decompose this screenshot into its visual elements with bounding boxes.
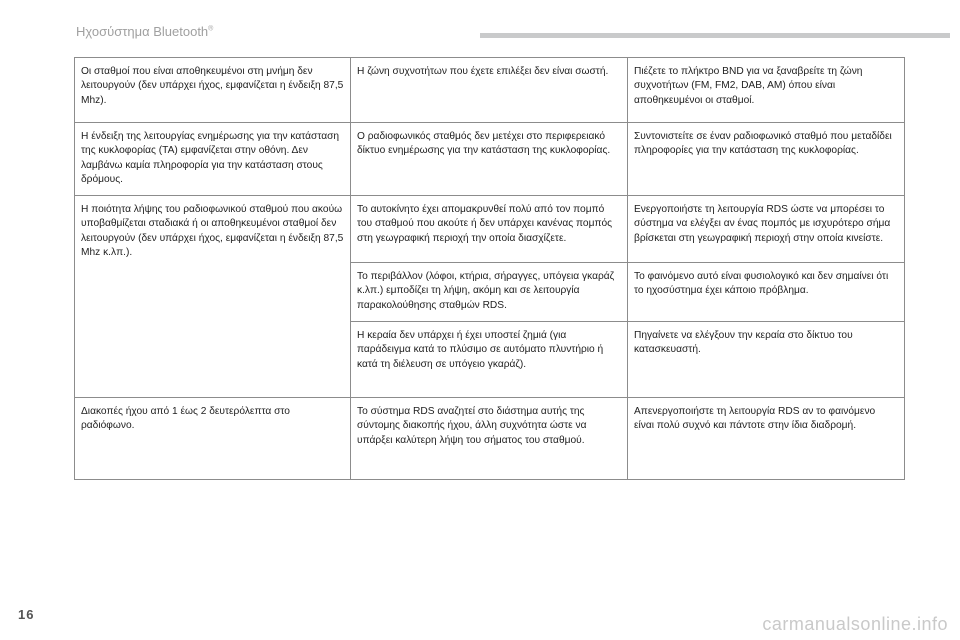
table-row: [75, 58, 905, 123]
registered-mark: ®: [208, 25, 214, 33]
header-divider: [480, 33, 950, 38]
solution-cell: Απενεργοποιήστε τη λειτουργία RDS αν το φαινόμενο είναι πολύ συχνό και πάντοτε στην ίδια διαδρομή.: [628, 398, 905, 480]
solution-cell: Συντονιστείτε σε έναν ραδιοφωνικό σταθμό που μεταδίδει πληροφορίες για την κατάσταση της κυκλοφορίας.: [628, 123, 905, 196]
page-header-title: [76, 24, 213, 39]
header-title-text: Ηχοσύστημα Bluetooth: [76, 24, 209, 39]
cause-cell: Η κεραία δεν υπάρχει ή έχει υποστεί ζημιά (για παράδειγμα κατά το πλύσιμο σε αυτόματο πλυντήριο ή κατά τη διέλευση σε υπόγειο γκαράζ).: [351, 322, 628, 398]
cause-cell: Ο ραδιοφωνικός σταθμός δεν μετέχει στο περιφερειακό δίκτυο ενημέρωσης για την κατάσταση της κυκλοφορίας.: [351, 123, 628, 196]
solution-cell: Πιέζετε το πλήκτρο BND για να ξαναβρείτε τη ζώνη συχνοτήτων (FM, FM2, DAB, AM) όπου είναι αποθηκευμένοι οι σταθμοί.: [628, 58, 905, 123]
symptom-cell: Η ένδειξη της λειτουργίας ενημέρωσης για την κατάσταση της κυκλοφορίας (TA) εμφανίζεται στην οθόνη. Δεν λαμβάνω καμία πληροφορία για την κατάσταση στους δρόμους.: [75, 123, 351, 196]
cause-cell: Το περιβάλλον (λόφοι, κτήρια, σήραγγες, υπόγεια γκαράζ κ.λπ.) εμποδίζει τη λήψη, ακόμη και σε λειτουργία παρακολούθησης σταθμών RDS.: [351, 263, 628, 322]
solution-cell: Πηγαίνετε να ελέγξουν την κεραία στο δίκτυο του κατασκευαστή.: [628, 322, 905, 398]
page-number: 16: [18, 607, 35, 622]
table-row: [75, 123, 905, 196]
cause-cell: Η ζώνη συχνοτήτων που έχετε επιλέξει δεν είναι σωστή.: [351, 58, 628, 123]
symptom-cell: Οι σταθμοί που είναι αποθηκευμένοι στη μνήμη δεν λειτουργούν (δεν υπάρχει ήχος, εμφανίζεται η ένδειξη 87,5 Mhz).: [75, 58, 351, 123]
watermark: carmanualsonline.info: [762, 614, 948, 634]
symptom-cell: Η ποιότητα λήψης του ραδιοφωνικού σταθμού που ακούω υποβαθμίζεται σταδιακά ή οι αποθηκευμένοι σταθμοί δεν λειτουργούν (δεν υπάρχει ήχος, εμφανίζεται η ένδειξη 87,5 Mhz κ.λπ.).: [75, 196, 351, 398]
solution-cell: Ενεργοποιήστε τη λειτουργία RDS ώστε να μπορέσει το σύστημα να ελέγξει αν ένας πομπός με ισχυρότερο σήμα βρίσκεται στη γεωγραφική περιοχή στην οποία κινείστε.: [628, 196, 905, 263]
cause-cell: Το σύστημα RDS αναζητεί στο διάστημα αυτής της σύντομης διακοπής ήχου, άλλη συχνότητα ώστε να υπάρξει καλύτερη λήψη του σήματος του σταθμού.: [351, 398, 628, 480]
cause-cell: Το αυτοκίνητο έχει απομακρυνθεί πολύ από τον πομπό του σταθμού που ακούτε ή δεν υπάρχει κανένας πομπός στη γεωγραφική περιοχή την οποία διασχίζετε.: [351, 196, 628, 263]
solution-cell: Το φαινόμενο αυτό είναι φυσιολογικό και δεν σημαίνει ότι το ηχοσύστημα έχει κάποιο πρόβλημα.: [628, 263, 905, 322]
symptom-cell: Διακοπές ήχου από 1 έως 2 δευτερόλεπτα στο ραδιόφωνο.: [75, 398, 351, 480]
table-row: [75, 398, 905, 480]
table-row: [75, 196, 905, 263]
troubleshooting-table: [74, 57, 905, 480]
